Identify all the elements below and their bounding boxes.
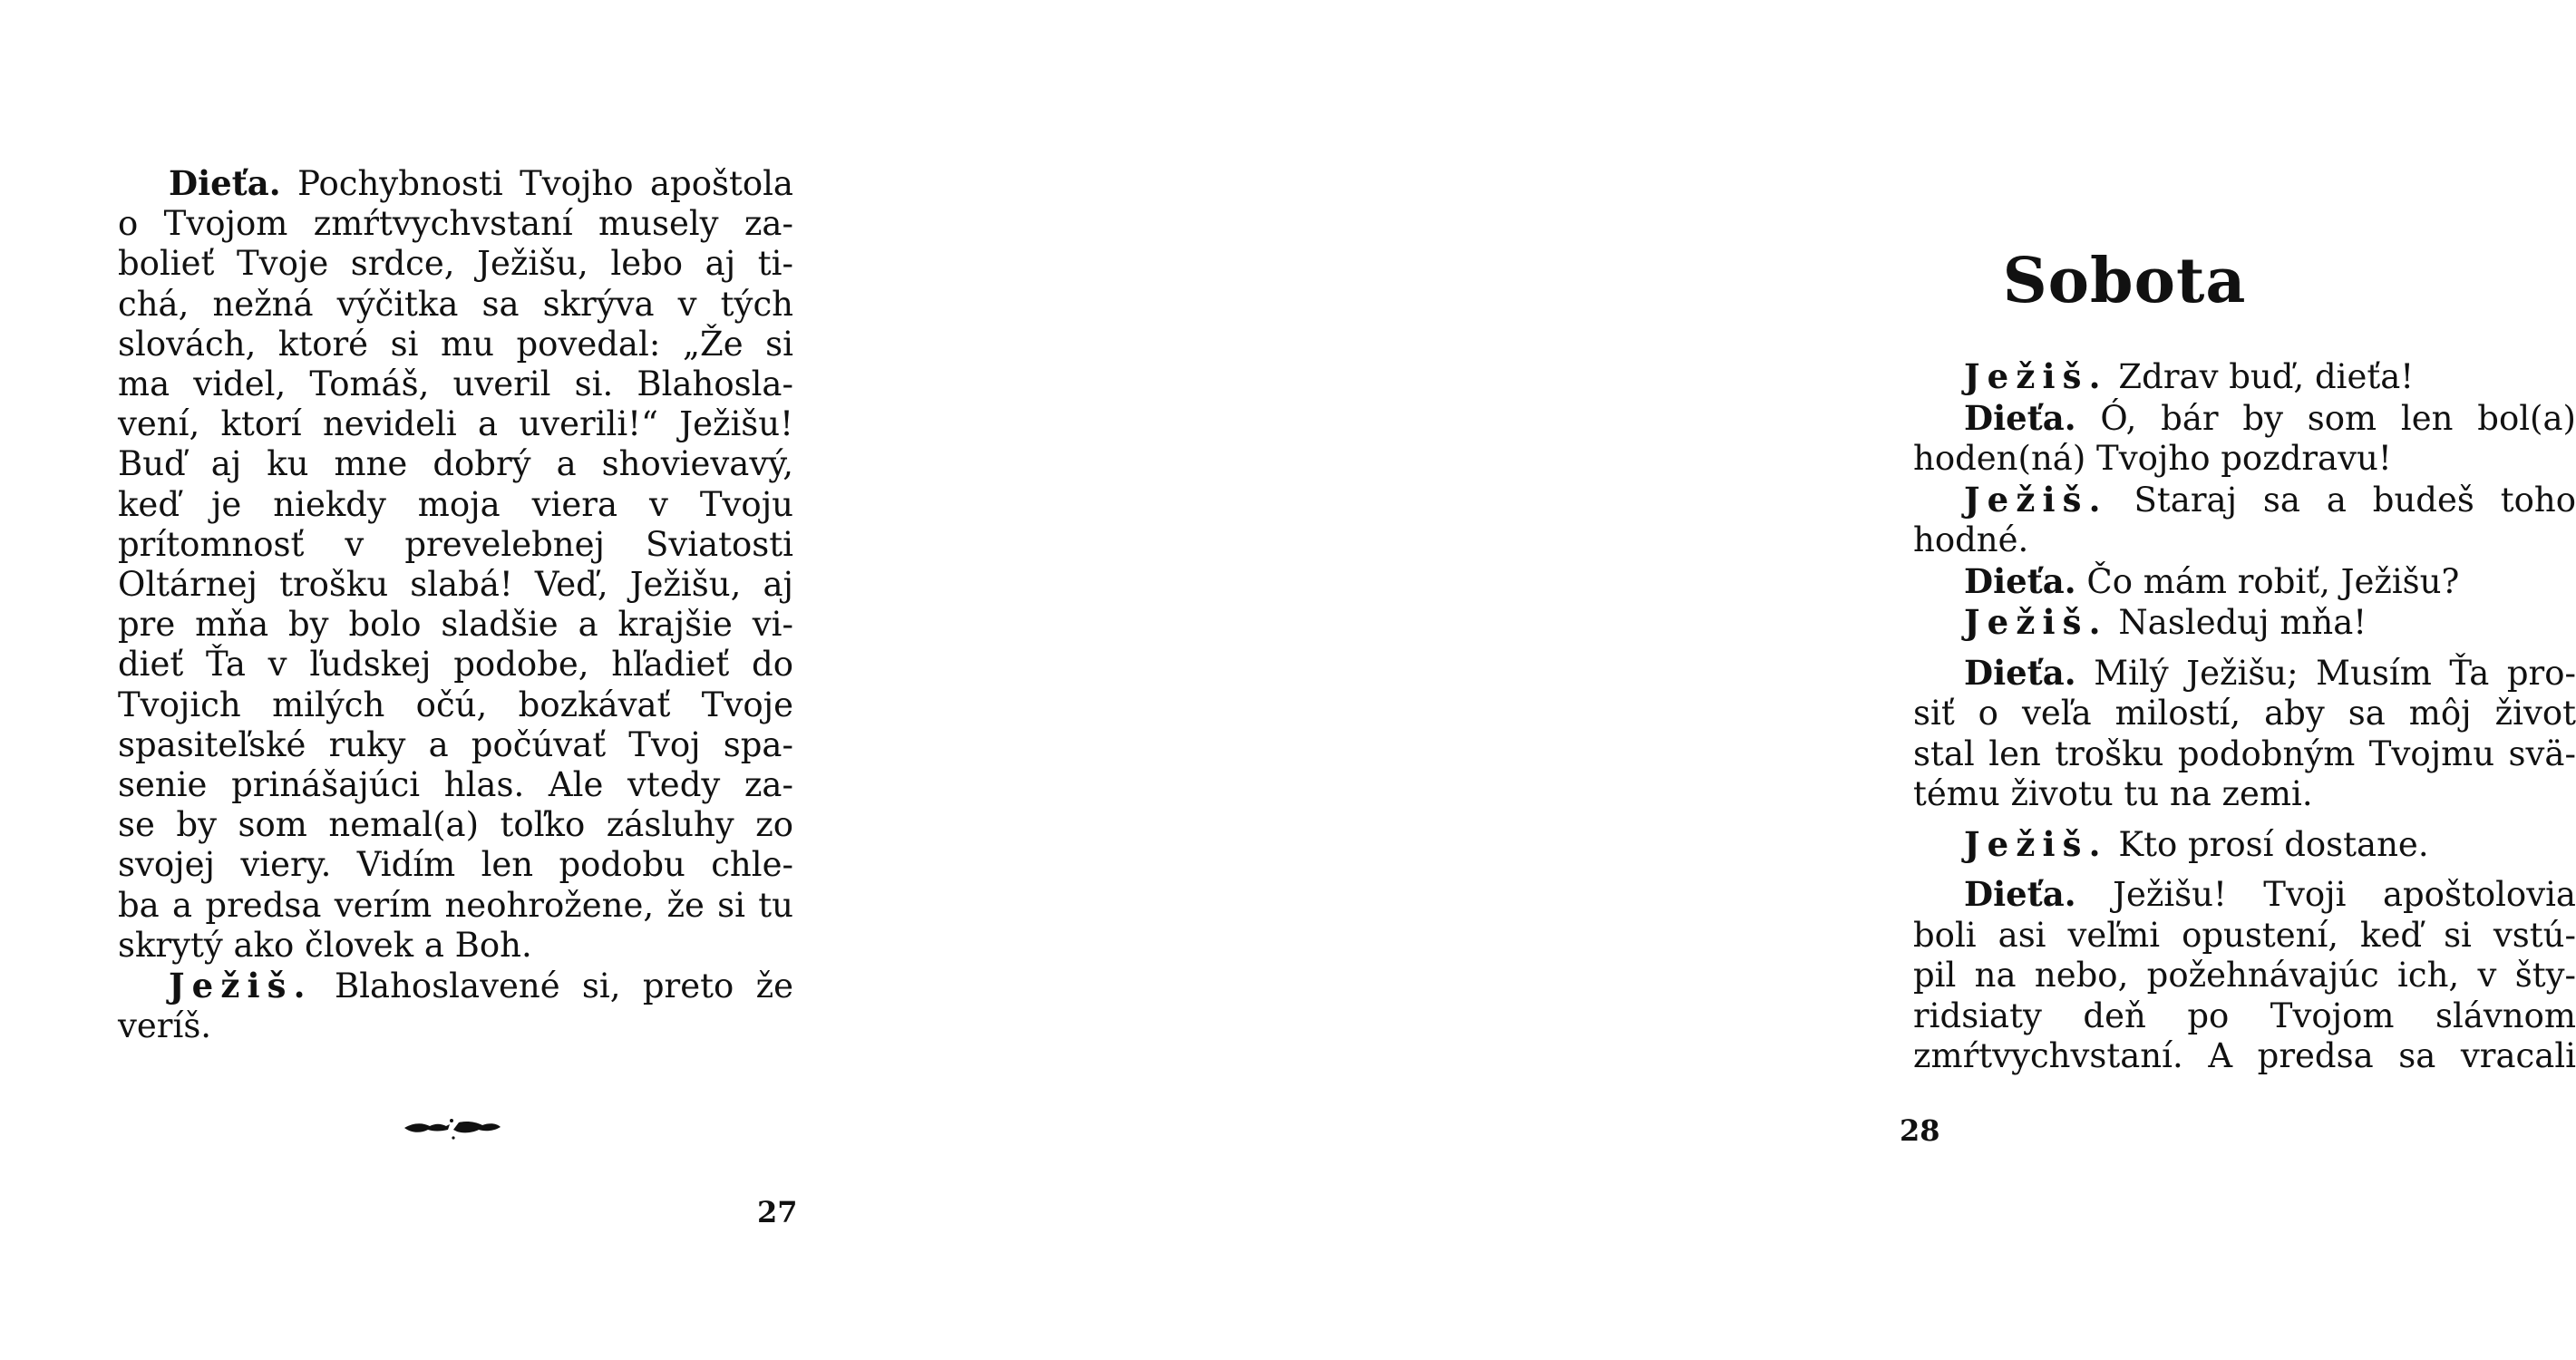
line-text: slovách, ktoré si mu povedal: „Že si xyxy=(118,324,793,364)
text-line xyxy=(1913,480,2576,521)
line-text: hodné. xyxy=(1913,520,2029,559)
text-line xyxy=(118,565,793,605)
speaker-label: Ježiš. xyxy=(1964,602,2108,642)
text-line xyxy=(1913,824,2576,866)
line-text: ridsiaty deň po Tvojom slávnom xyxy=(1913,996,2576,1035)
speaker-label: Dieťa. xyxy=(169,163,281,203)
line-text: stal len trošku podobným Tvojmu svä- xyxy=(1913,733,2576,773)
text-line xyxy=(118,364,793,404)
speaker-label: Ježiš. xyxy=(1964,479,2108,520)
speaker-label: Dieťa. xyxy=(1964,560,2076,601)
text-line xyxy=(118,485,793,525)
text-line xyxy=(118,605,793,645)
text-line xyxy=(118,404,793,444)
text-line xyxy=(1913,916,2576,957)
text-line xyxy=(118,204,793,244)
left-page-text xyxy=(118,163,793,1046)
speaker-label: Ježiš. xyxy=(169,966,313,1006)
text-line xyxy=(118,765,793,805)
line-text: Nasleduj mňa! xyxy=(2107,603,2367,642)
line-text: svojej viery. Vidím len podobu chle- xyxy=(118,845,793,885)
text-line xyxy=(118,725,793,765)
line-text: Milý Ježišu; Musím Ťa pro- xyxy=(2075,653,2576,693)
page-number: 28 xyxy=(1900,1113,1940,1148)
left-page xyxy=(0,0,891,1360)
line-text: Ó, bár by som len bol(a) xyxy=(2075,398,2576,438)
text-line xyxy=(1913,439,2576,480)
text-line xyxy=(1913,874,2576,916)
text-line xyxy=(118,525,793,565)
speaker-label: Dieťa. xyxy=(1964,397,2076,438)
text-line xyxy=(1913,653,2576,695)
right-page xyxy=(891,0,2576,1360)
line-text: ba a predsa verím neohrožene, že si tu xyxy=(118,885,793,925)
text-line xyxy=(118,1006,793,1046)
text-line xyxy=(118,163,793,204)
text-line xyxy=(118,325,793,364)
line-text: vení, ktorí nevideli a uverili!“ Ježišu! xyxy=(118,404,793,444)
line-text: Zdrav buď, dieťa! xyxy=(2107,357,2415,396)
line-text: pre mňa by bolo sladšie a krajšie vi- xyxy=(118,605,793,645)
text-line xyxy=(1913,602,2576,644)
text-line xyxy=(118,685,793,725)
line-text: ma videl, Tomáš, uveril si. Blahosla- xyxy=(118,364,793,404)
text-line xyxy=(118,285,793,325)
line-text: Tvojich milých očú, bozkávať Tvoje xyxy=(118,685,793,724)
text-line xyxy=(118,645,793,685)
text-line xyxy=(1913,956,2576,996)
line-text: bolieť Tvoje srdce, Ježišu, lebo aj ti- xyxy=(118,244,793,284)
line-text: Buď aj ku mne dobrý a shovievavý, xyxy=(118,444,793,484)
line-text: o Tvojom zmŕtvychvstaní musely za- xyxy=(118,204,793,244)
line-text: hoden(ná) Tvojho pozdravu! xyxy=(1913,439,2392,478)
line-text: skrytý ako človek a Boh. xyxy=(118,925,532,965)
speaker-label: Ježiš. xyxy=(1964,356,2108,396)
text-line xyxy=(1913,734,2576,775)
text-line xyxy=(118,805,793,845)
line-text: prítomnosť v prevelebnej Sviatosti xyxy=(118,524,793,564)
line-text: keď je niekdy moja viera v Tvoju xyxy=(118,484,793,524)
text-line xyxy=(118,444,793,484)
right-page-text xyxy=(1913,356,2576,1077)
text-line xyxy=(118,966,793,1006)
line-text: senie prinášajúci hlas. Ale vtedy za- xyxy=(118,765,793,805)
line-text: Kto prosí dostane. xyxy=(2107,824,2429,864)
line-text: tému životu tu na zemi. xyxy=(1913,774,2313,813)
line-text: chá, nežná výčitka sa skrýva v tých xyxy=(118,284,793,324)
line-text: pil na nebo, požehnávajúc ich, v šty- xyxy=(1913,956,2576,995)
text-line xyxy=(1913,774,2576,815)
speaker-label: Dieťa. xyxy=(1964,874,2076,914)
page-number: 27 xyxy=(757,1195,798,1229)
text-line xyxy=(1913,398,2576,440)
line-text: boli asi veľmi opustení, keď si vstú- xyxy=(1913,915,2576,955)
text-line xyxy=(1913,694,2576,734)
line-text: dieť Ťa v ľudskej podobe, hľadieť do xyxy=(118,645,793,685)
line-text: se by som nemal(a) toľko zásluhy zo xyxy=(118,805,793,845)
text-line xyxy=(118,926,793,966)
line-text: spasiteľské ruky a počúvať Tvoj spa- xyxy=(118,724,793,764)
line-text: siť o veľa milostí, aby sa môj život xyxy=(1913,694,2576,733)
text-line xyxy=(1913,520,2576,561)
text-line xyxy=(1913,1036,2576,1077)
line-text: Blahoslavené si, preto že xyxy=(312,967,793,1006)
page-title: Sobota xyxy=(2002,245,2247,317)
line-text: Čo mám robiť, Ježišu? xyxy=(2075,561,2460,601)
line-text: veríš. xyxy=(118,1006,212,1046)
line-text: Staraj sa a budeš toho xyxy=(2107,480,2576,520)
speaker-label: Dieťa. xyxy=(1964,652,2076,693)
text-line xyxy=(118,845,793,885)
text-line xyxy=(1913,996,2576,1037)
line-text: zmŕtvychvstaní. A predsa sa vracali xyxy=(1913,1036,2576,1075)
text-line xyxy=(118,886,793,926)
text-line xyxy=(1913,356,2576,398)
speaker-label: Ježiš. xyxy=(1964,823,2108,864)
text-line xyxy=(118,244,793,284)
line-text: Ježišu! Tvoji apoštolovia xyxy=(2075,875,2576,914)
fleuron-ornament-icon xyxy=(403,1113,502,1141)
line-text: Oltárnej trošku slabá! Veď, Ježišu, aj xyxy=(118,565,793,605)
line-text: Pochybnosti Tvojho apoštola xyxy=(280,164,793,203)
text-line xyxy=(1913,561,2576,603)
